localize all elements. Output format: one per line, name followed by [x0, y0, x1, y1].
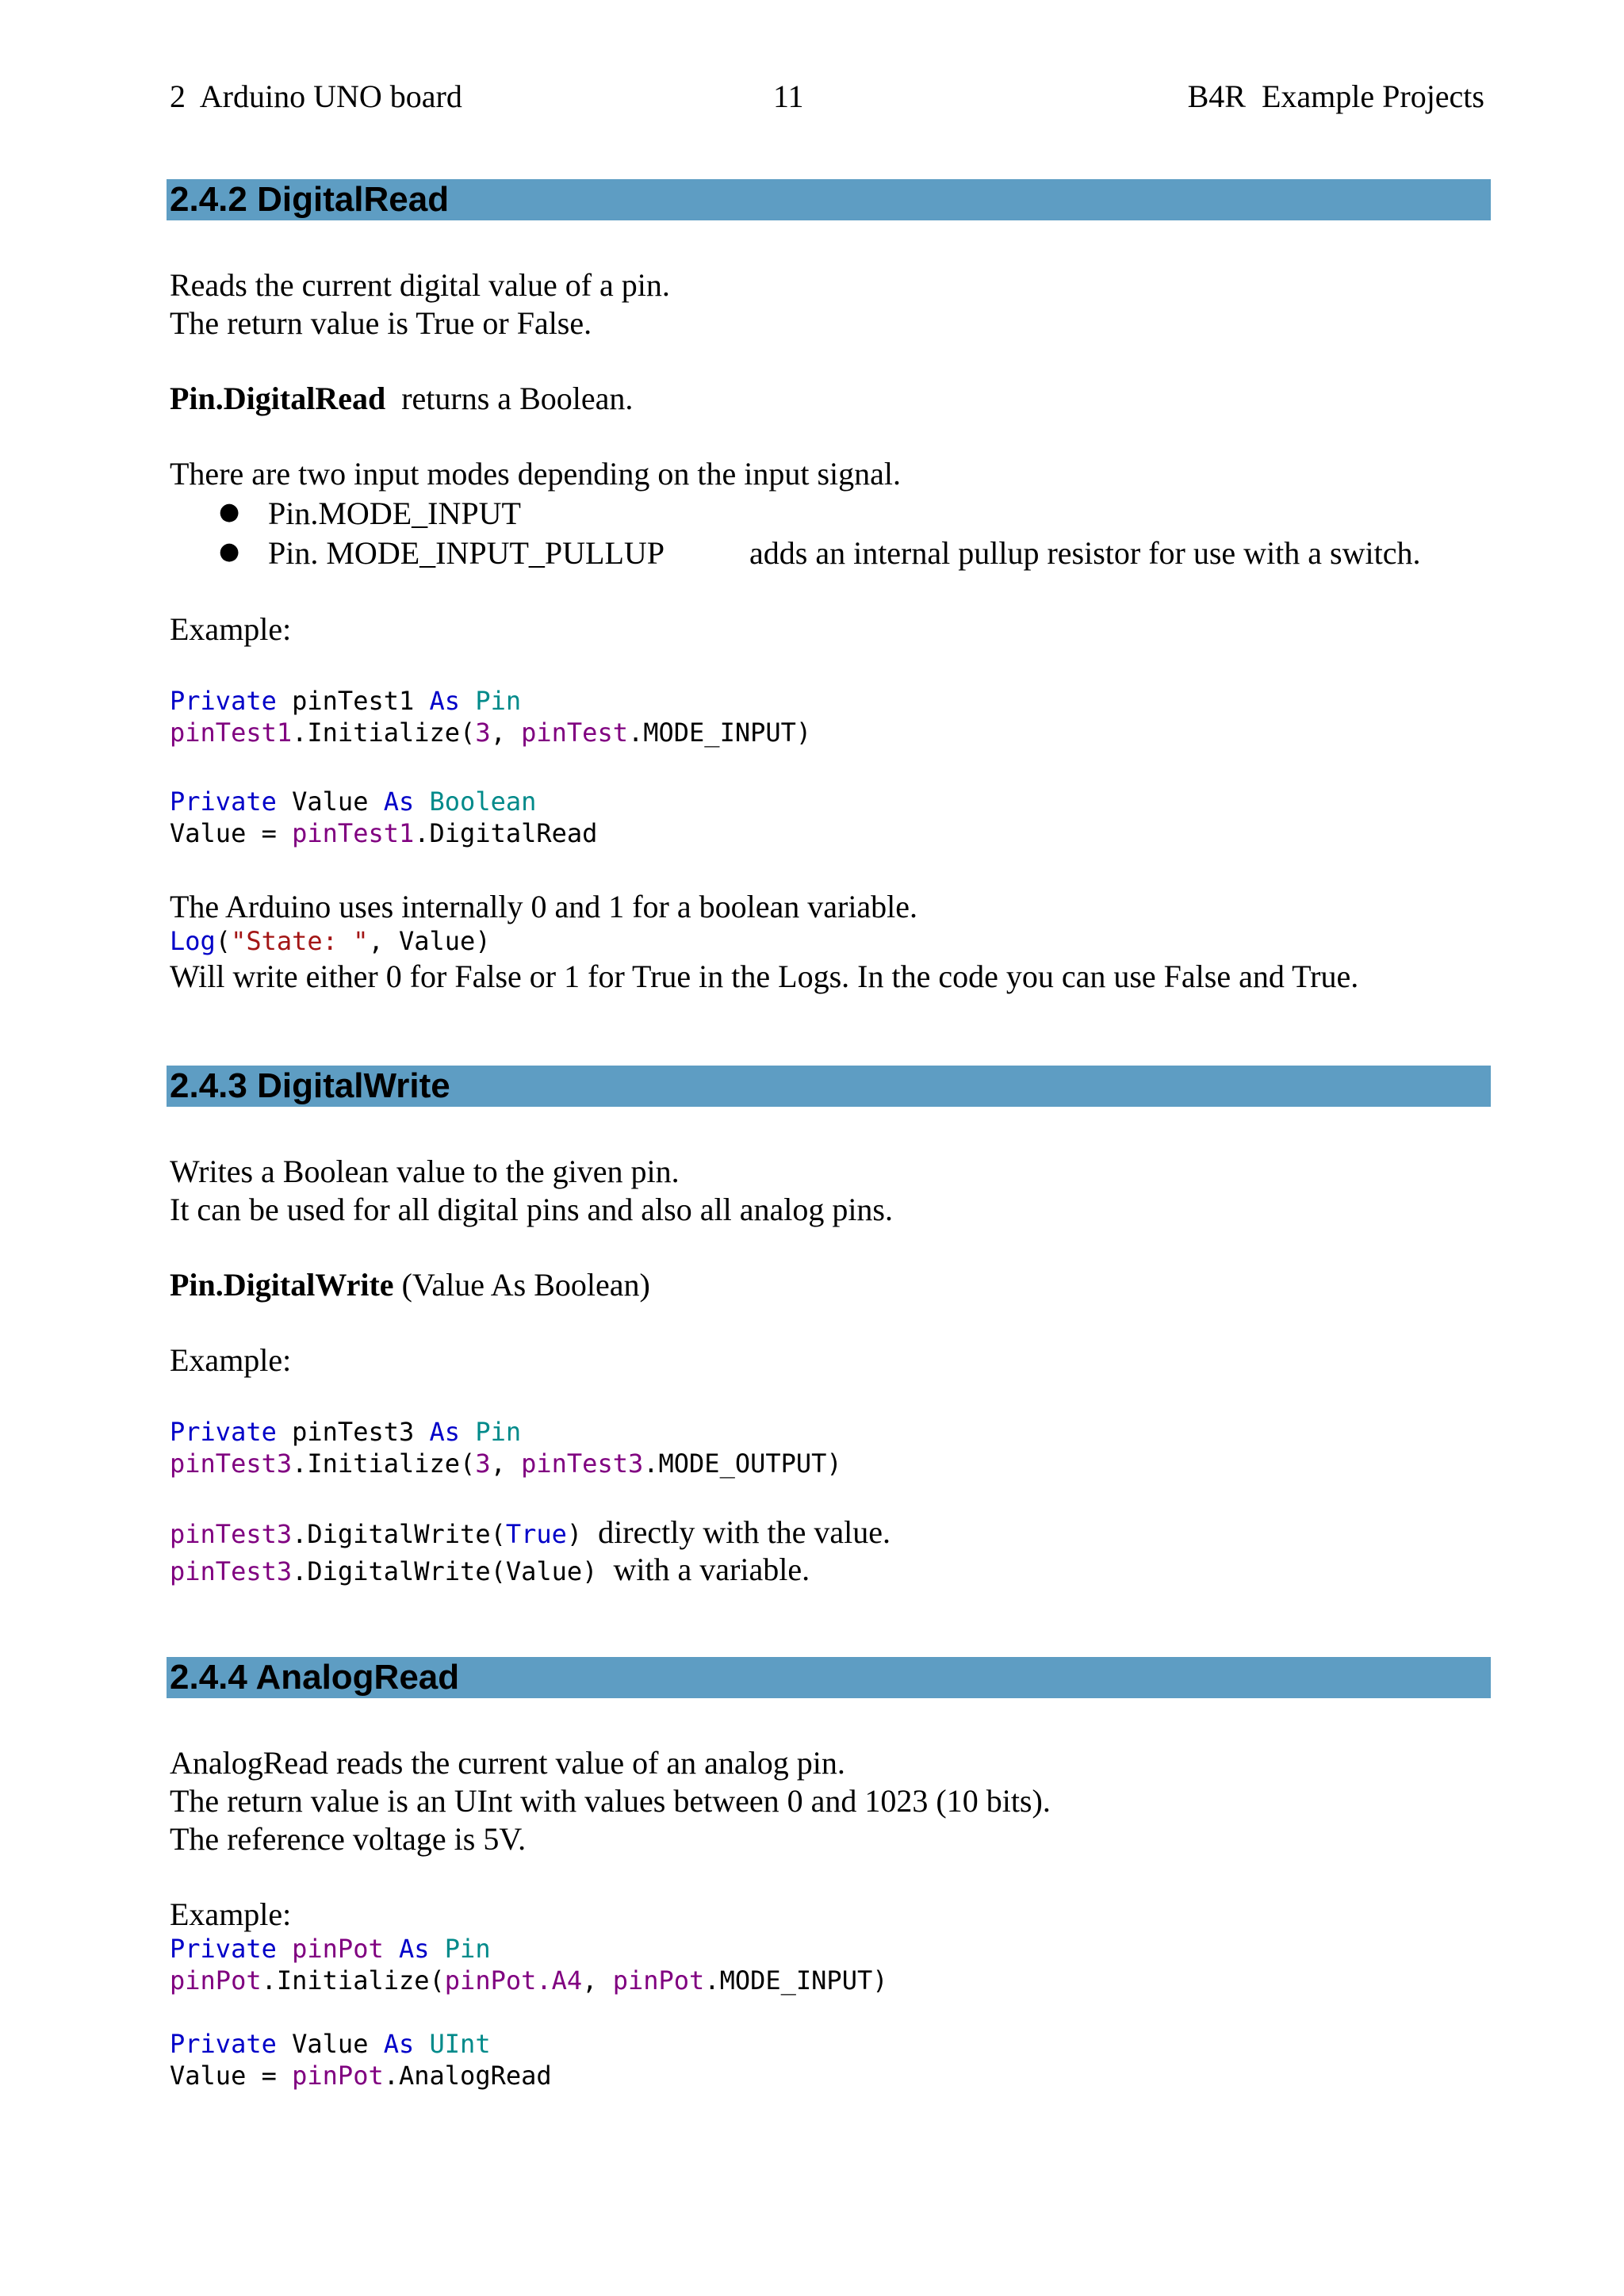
section-heading-text: 2.4.4 AnalogRead — [170, 1658, 460, 1697]
code-line: pinTest1.Initialize(3, pinTest.MODE_INPUT) — [170, 718, 812, 748]
paragraph: The return value is an UInt with values between 0 and 1023 (10 bits). — [170, 1783, 1051, 1819]
method-name: Pin.DigitalRead — [170, 381, 386, 416]
code-line: Value = pinPot.AnalogRead — [170, 2061, 552, 2091]
section-heading-text: 2.4.2 DigitalRead — [170, 180, 450, 219]
example-label: Example: — [170, 1896, 292, 1932]
paragraph: AnalogRead reads the current value of an analog pin. — [170, 1745, 845, 1781]
method-name: Pin.DigitalWrite — [170, 1267, 394, 1303]
bullet-mode: Pin. MODE_INPUT_PULLUP — [268, 535, 665, 571]
bullet-description: adds an internal pullup resistor for use with a switch. — [749, 535, 1421, 571]
code-line: pinTest3.Initialize(3, pinTest3.MODE_OUTPUT) — [170, 1448, 842, 1479]
paragraph: The reference voltage is 5V. — [170, 1821, 527, 1857]
paragraph: The return value is True or False. — [170, 305, 592, 341]
signature-line — [170, 1266, 650, 1304]
code-line: Private Value As Boolean — [170, 786, 537, 817]
header-book-title: B4R Example Projects — [1187, 78, 1484, 114]
paragraph: There are two input modes depending on the input signal. — [170, 456, 902, 492]
section-heading-analogread — [167, 1657, 1491, 1698]
code-line: pinPot.Initialize(pinPot.A4, pinPot.MODE_INPUT) — [170, 1965, 888, 1996]
section-heading-digitalwrite — [167, 1066, 1491, 1107]
example-label: Example: — [170, 1342, 292, 1378]
code-with-comment: pinTest3.DigitalWrite(Value) with a variable. — [170, 1552, 810, 1587]
paragraph: Writes a Boolean value to the given pin. — [170, 1154, 680, 1189]
code-line: Log("State: ", Value) — [170, 926, 491, 956]
code-line: Private pinTest1 As Pin — [170, 686, 522, 716]
code-line: Private pinTest3 As Pin — [170, 1417, 522, 1447]
code-line: Private Value As UInt — [170, 2029, 491, 2059]
bullet-mode: Pin.MODE_INPUT — [268, 496, 521, 531]
code-line: Value = pinTest1.DigitalRead — [170, 818, 598, 848]
header-chapter: 2 Arduino UNO board — [170, 78, 462, 114]
code-line: Private pinPot As Pin — [170, 1934, 491, 1964]
paragraph: Reads the current digital value of a pin. — [170, 267, 670, 303]
section-heading-text: 2.4.3 DigitalWrite — [170, 1066, 450, 1105]
paragraph: The Arduino uses internally 0 and 1 for a boolean variable. — [170, 889, 918, 924]
header-page-number: 11 — [773, 78, 804, 114]
method-description: (Value As Boolean) — [393, 1267, 650, 1303]
paragraph: It can be used for all digital pins and also all analog pins. — [170, 1192, 893, 1227]
signature-line — [170, 380, 633, 418]
bullet-icon: ● — [219, 538, 240, 565]
code-with-comment: pinTest3.DigitalWrite(True) directly with the value. — [170, 1514, 891, 1550]
paragraph: Will write either 0 for False or 1 for True in the Logs. In the code you can use False and True. — [170, 959, 1359, 994]
bullet-icon: ● — [219, 498, 240, 526]
method-description: returns a Boolean. — [385, 381, 634, 416]
example-label: Example: — [170, 611, 292, 647]
section-heading-digitalread — [167, 179, 1491, 220]
